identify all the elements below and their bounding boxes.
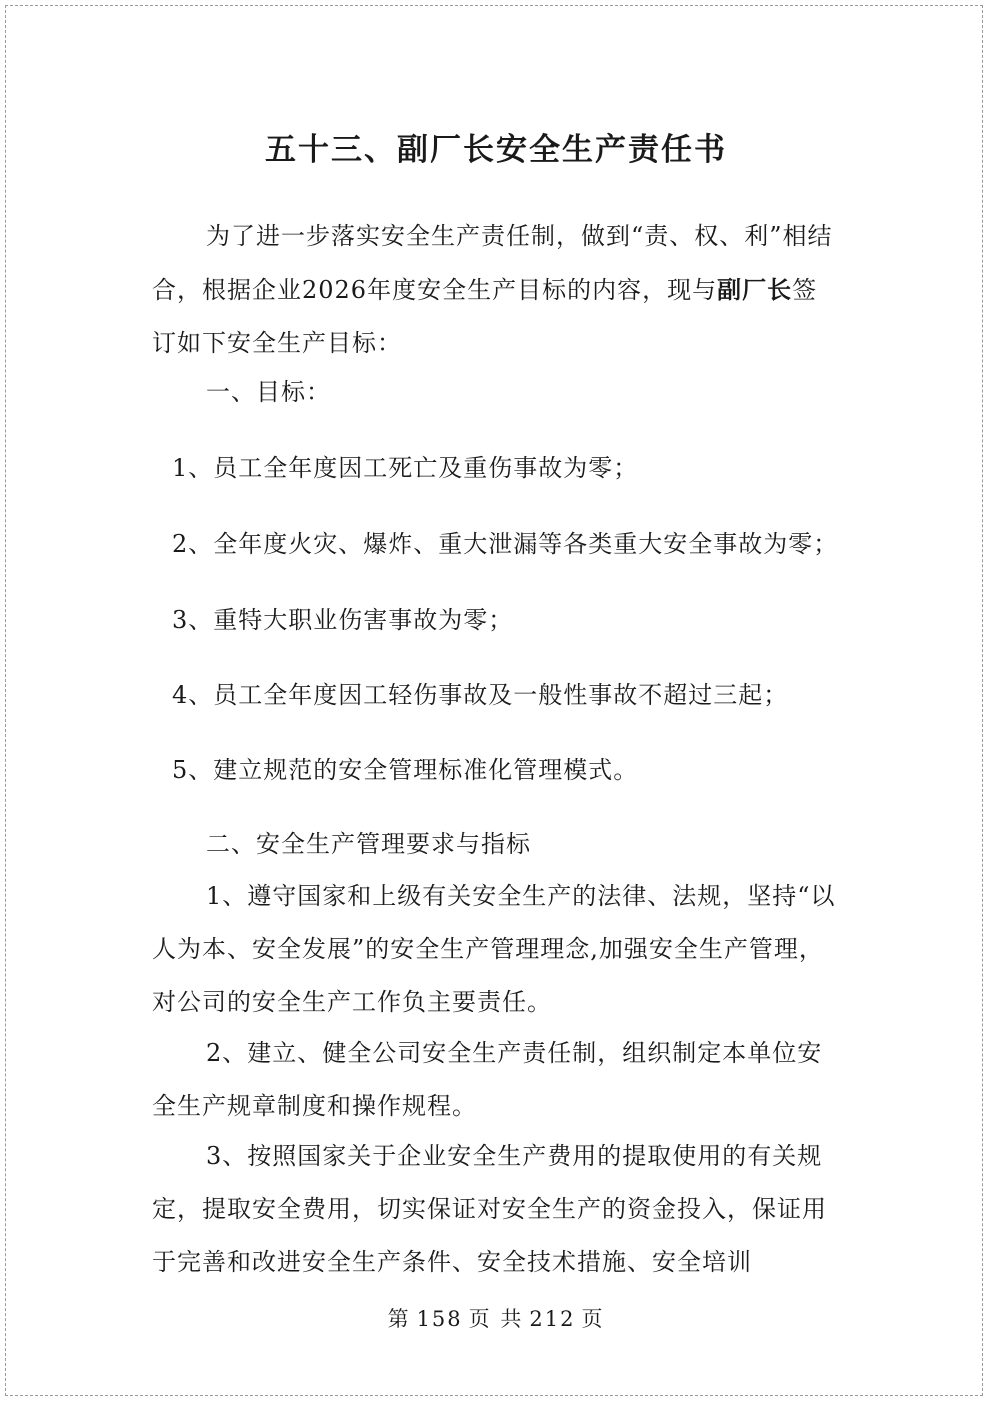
goal-item: 4、员工全年度因工轻伤事故及一般性事故不超过三起； [172,681,789,709]
intro-paragraph [152,210,842,370]
goal-item: 2、全年度火灾、爆炸、重大泄漏等各类重大安全事故为零； [172,530,839,558]
intro-text-part2: 签订如下安全生产目标： [152,276,818,357]
requirement-paragraph: 2、建立、健全公司安全生产责任制，组织制定本单位安全生产规章制度和操作规程。 [152,1039,823,1120]
requirement-paragraph: 1、遵守国家和上级有关安全生产的法律、法规，坚持“以人为本、安全发展”的安全生产管理理念,加强安全生产管理，对公司的安全生产工作负主要责任。 [152,882,836,1016]
intro-text-part1: 为了进一步落实安全生产责任制，做到“责、权、利”相结合，根据企业2026年度安全生产目标的内容，现与 [152,222,833,304]
footer-prefix: 第 [387,1307,411,1331]
total-pages-number: 212 [529,1307,576,1331]
page-footer [0,1302,992,1336]
goal-item: 3、重特大职业伤害事故为零； [172,606,514,634]
goal-item: 5、建立规范的安全管理标准化管理模式。 [172,756,639,784]
goal-item: 1、员工全年度因工死亡及重伤事故为零； [172,454,639,482]
footer-suffix: 页 [581,1307,605,1331]
requirement-paragraph: 3、按照国家关于企业安全生产费用的提取使用的有关规定，提取安全费用，切实保证对安全生产的资金投入，保证用于完善和改进安全生产条件、安全技术措施、安全培训 [152,1142,827,1276]
intro-role-name: 副厂长 [717,275,793,304]
current-page-number: 158 [416,1307,463,1331]
footer-mid: 页 共 [468,1307,524,1331]
section-one-heading: 一、目标： [206,378,331,406]
document-title: 五十三、副厂长安全生产责任书 [265,132,727,168]
section-two-heading: 二、安全生产管理要求与指标 [206,830,531,858]
